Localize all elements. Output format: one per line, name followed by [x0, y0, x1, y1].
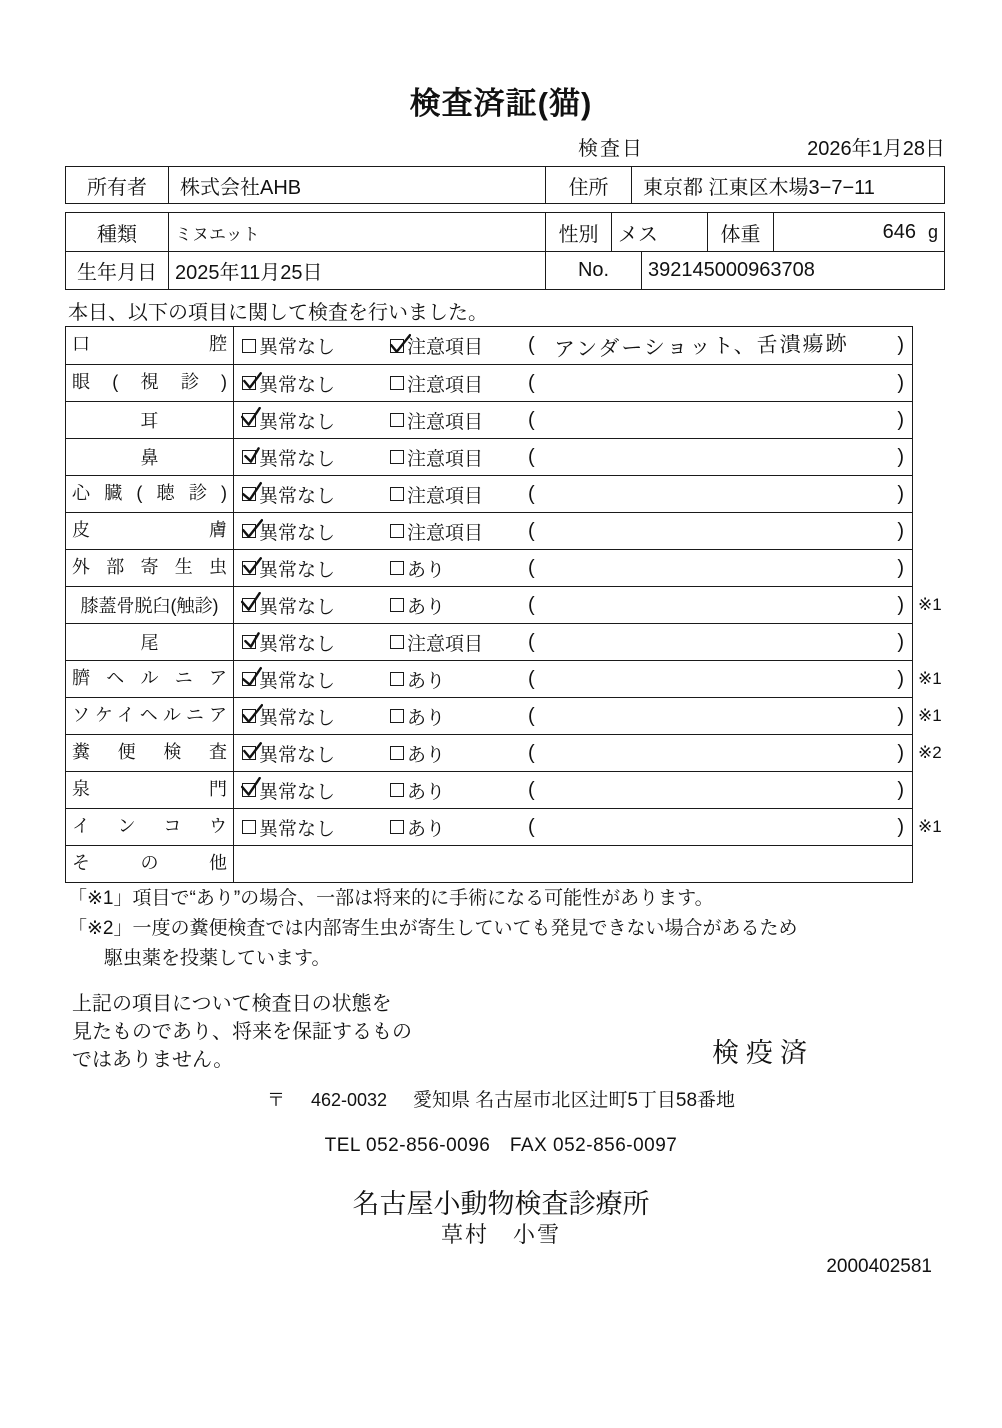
comment-field[interactable]: [528, 513, 912, 549]
comment-field[interactable]: [528, 735, 912, 771]
inspection-item-label: 皮膚: [66, 513, 234, 549]
inspection-row: [66, 697, 942, 734]
inspection-row-body: [234, 735, 912, 771]
paren-open: (: [528, 704, 535, 727]
address-label: 住所: [546, 167, 632, 203]
checkbox-option-normal[interactable]: [242, 555, 390, 582]
comment-field[interactable]: [528, 624, 912, 660]
checkbox-icon[interactable]: [390, 524, 404, 538]
microchip-label: No.: [546, 252, 642, 289]
checkbox-icon[interactable]: [390, 709, 404, 723]
checkbox-option-normal[interactable]: [242, 444, 390, 471]
inspection-row: [66, 845, 912, 882]
footnote-marker: ※2: [918, 743, 942, 762]
checkbox-label: 異常なし: [259, 707, 336, 729]
paren-open: (: [528, 815, 535, 838]
paren-open: (: [528, 408, 535, 431]
address-value: 東京都 江東区木場3−7−11: [643, 176, 875, 199]
inspection-item-label: 外部寄生虫: [66, 550, 234, 586]
checkbox-label: 異常なし: [259, 818, 336, 840]
checkbox-icon[interactable]: [390, 820, 404, 834]
checkbox-label: 異常なし: [259, 633, 336, 655]
weight-value: 646: [882, 220, 916, 243]
checkbox-option-normal[interactable]: [242, 814, 390, 841]
checkbox-label: 異常なし: [259, 411, 336, 433]
paren-close: ): [897, 519, 904, 542]
paren-open: (: [528, 667, 535, 690]
inspection-row-body: [234, 698, 912, 734]
checkbox-option-normal[interactable]: [242, 481, 390, 508]
exam-date-value: 2026年1月28日: [807, 138, 945, 160]
checkbox-label: あり: [407, 559, 446, 581]
exam-date-label: 検査日: [578, 138, 644, 160]
paren-close: ): [897, 630, 904, 653]
footnote-marker: ※1: [918, 817, 942, 836]
checkbox-option-abnormal[interactable]: [390, 740, 528, 767]
inspection-item-label: 眼(視診): [66, 365, 234, 401]
checkbox-icon[interactable]: [242, 487, 256, 501]
comment-field[interactable]: [528, 587, 912, 623]
checkbox-option-abnormal[interactable]: [390, 370, 528, 397]
checkbox-icon[interactable]: [390, 598, 404, 612]
weight-label: 体重: [708, 213, 774, 251]
inspection-row: [66, 401, 912, 438]
comment-field[interactable]: [528, 365, 912, 401]
checkbox-option-normal[interactable]: [242, 703, 390, 730]
disclaimer-line-3: ではありません。: [72, 1049, 234, 1071]
checkbox-label: 異常なし: [259, 744, 336, 766]
animal-info-table: [65, 212, 945, 290]
microchip-value: 392145000963708: [648, 259, 815, 281]
inspection-item-label: 臍ヘルニア: [66, 661, 234, 697]
kind-label: 種類: [66, 213, 169, 251]
weight-unit: g: [927, 221, 938, 242]
checkbox-icon[interactable]: [390, 376, 404, 390]
paren-close: ): [897, 556, 904, 579]
owner-label: 所有者: [66, 167, 169, 203]
checkbox-option-normal[interactable]: [242, 666, 390, 693]
paren-close: ): [897, 482, 904, 505]
checkbox-option-abnormal[interactable]: [390, 629, 528, 656]
checkbox-icon[interactable]: [242, 746, 256, 760]
checkbox-label: 注意項目: [407, 633, 484, 655]
checkbox-label: あり: [407, 744, 446, 766]
checkbox-option-abnormal[interactable]: [390, 481, 528, 508]
inspection-item-label: 糞便検査: [66, 735, 234, 771]
checkbox-label: あり: [407, 781, 446, 803]
comment-field[interactable]: [528, 809, 912, 845]
clinic-telephone: TEL 052-856-0096 FAX 052-856-0097: [324, 1135, 678, 1156]
paren-open: (: [528, 334, 535, 356]
inspection-row-body: [234, 365, 912, 401]
paren-open: (: [528, 741, 535, 764]
checkbox-option-normal[interactable]: [242, 777, 390, 804]
checkbox-icon[interactable]: [242, 635, 256, 649]
checkbox-option-normal[interactable]: [242, 629, 390, 656]
inspection-row: [66, 327, 912, 364]
checkbox-option-normal[interactable]: [242, 370, 390, 397]
checkbox-icon[interactable]: [242, 783, 256, 797]
checkbox-option-normal[interactable]: [242, 592, 390, 619]
inspection-item-label: 鼻: [66, 439, 234, 475]
checkbox-icon[interactable]: [390, 487, 404, 501]
inspection-table: [65, 326, 942, 883]
postal-symbol: 〒: [266, 1090, 285, 1110]
checkbox-icon[interactable]: [242, 672, 256, 686]
checkbox-label: あり: [407, 707, 446, 729]
checkbox-option-abnormal[interactable]: [390, 332, 528, 359]
footnote-marker: ※1: [918, 669, 942, 688]
checkbox-label: あり: [407, 818, 446, 840]
paren-close: ): [897, 741, 904, 764]
animal-row-birth: [66, 251, 944, 289]
paren-close: ): [897, 667, 904, 690]
paren-open: (: [528, 778, 535, 801]
clinic-address-text: 愛知県 名古屋市北区辻町5丁目58番地: [413, 1090, 736, 1111]
checkbox-icon[interactable]: [242, 413, 256, 427]
clinic-address: [0, 1085, 1002, 1112]
footnote-2-cont: 駆虫薬を投薬しています。: [104, 948, 331, 969]
checkbox-label: あり: [407, 596, 446, 618]
inspection-row-body: [234, 550, 912, 586]
inspection-row-body: [234, 513, 912, 549]
weight-cell: [774, 213, 944, 251]
inspection-item-label: 口腔: [66, 327, 234, 364]
inspection-row-body: [234, 587, 912, 623]
comment-field[interactable]: [528, 402, 912, 438]
footnote-1: 「※1」項目で“あり”の場合、一部は将来的に手術になる可能性があります。: [68, 888, 714, 909]
checkbox-option-abnormal[interactable]: [390, 592, 528, 619]
paren-close: ): [897, 778, 904, 801]
inspection-row: [66, 623, 912, 660]
sex-label: 性別: [546, 213, 612, 251]
kind-value: ミヌエット: [169, 213, 546, 251]
page-title: 検査済証(猫): [409, 86, 593, 121]
checkbox-label: 異常なし: [259, 596, 336, 618]
inspection-row: [66, 364, 912, 401]
exam-date-row: [65, 132, 945, 160]
sex-value: メス: [612, 213, 708, 251]
checkbox-icon[interactable]: [242, 339, 256, 353]
paren-close: ): [897, 593, 904, 616]
inspection-row-body: [234, 439, 912, 475]
checkbox-icon[interactable]: [390, 746, 404, 760]
disclaimer-line-1: 上記の項目について検査日の状態を: [72, 993, 392, 1015]
checkbox-icon[interactable]: [242, 709, 256, 723]
inspection-row-body: [234, 327, 912, 364]
document-number: 2000402581: [826, 1256, 932, 1277]
inspection-item-label: インコウ: [66, 809, 234, 845]
inspection-row: [66, 771, 912, 808]
checkbox-icon[interactable]: [242, 820, 256, 834]
checkbox-label: 注意項目: [407, 337, 484, 358]
checkbox-option-normal[interactable]: [242, 518, 390, 545]
inspection-row-body: [234, 846, 912, 882]
paren-close: ): [897, 371, 904, 394]
paren-open: (: [528, 371, 535, 394]
checkbox-option-abnormal[interactable]: [390, 703, 528, 730]
inspection-row: [66, 438, 912, 475]
checkbox-icon[interactable]: [242, 450, 256, 464]
inspection-item-label: 耳: [66, 402, 234, 438]
checkbox-option-abnormal[interactable]: [390, 814, 528, 841]
inspection-item-label: 尾: [66, 624, 234, 660]
inspection-row-body: [234, 624, 912, 660]
inspection-row: [66, 734, 942, 771]
checkbox-label: 注意項目: [407, 411, 484, 433]
footnotes: [68, 884, 948, 974]
checkbox-label: 異常なし: [259, 781, 336, 803]
comment-field[interactable]: [528, 439, 912, 475]
checkbox-label: 異常なし: [259, 337, 336, 358]
inspection-item-label: 泉門: [66, 772, 234, 808]
handwritten-comment: アンダーショット、舌潰瘍跡: [553, 330, 849, 361]
checkbox-label: 異常なし: [259, 522, 336, 544]
inspection-row: [66, 808, 942, 845]
checkbox-icon[interactable]: [242, 376, 256, 390]
checkbox-label: 注意項目: [407, 448, 484, 470]
checkbox-icon[interactable]: [390, 450, 404, 464]
inspection-row-body: [234, 476, 912, 512]
inspection-row: [66, 475, 912, 512]
paren-close: ): [897, 815, 904, 838]
inspection-item-label: ソケイヘルニア: [66, 698, 234, 734]
intro-sentence: 本日、以下の項目に関して検査を行いました。: [68, 302, 488, 324]
birthdate-value: 2025年11月25日: [169, 252, 546, 289]
checkbox-option-abnormal[interactable]: [390, 407, 528, 434]
comment-field[interactable]: [528, 476, 912, 512]
inspection-row: [66, 512, 912, 549]
checkbox-option-abnormal[interactable]: [390, 518, 528, 545]
checkbox-label: 異常なし: [259, 670, 336, 692]
comment-field[interactable]: [528, 550, 912, 586]
animal-row-kind: [66, 213, 944, 251]
checkbox-label: あり: [407, 670, 446, 692]
checkbox-icon[interactable]: [242, 524, 256, 538]
checkbox-label: 異常なし: [259, 559, 336, 581]
quarantine-stamp: 検疫済: [712, 1038, 814, 1068]
checkbox-label: 注意項目: [407, 374, 484, 396]
paren-open: (: [528, 445, 535, 468]
checkbox-icon[interactable]: [242, 598, 256, 612]
checkbox-label: 注意項目: [407, 522, 484, 544]
paren-close: ): [897, 408, 904, 431]
inspection-item-label: 心臓(聴診): [66, 476, 234, 512]
inspection-row: [66, 660, 942, 697]
paren-close: ): [897, 334, 904, 356]
disclaimer-line-2: 見たものであり、将来を保証するもの: [72, 1021, 412, 1043]
clinic-name: 名古屋小動物検査診療所: [352, 1189, 650, 1219]
paren-open: (: [528, 630, 535, 653]
checkbox-option-normal[interactable]: [242, 332, 390, 359]
comment-field[interactable]: [528, 327, 912, 364]
inspection-row-body: [234, 809, 912, 845]
disclaimer: [72, 990, 412, 1074]
paren-close: ): [897, 445, 904, 468]
owner-value: 株式会社AHB: [169, 167, 546, 203]
inspection-row-body: [234, 772, 912, 808]
footnote-marker: ※1: [918, 706, 942, 725]
checkbox-icon[interactable]: [390, 413, 404, 427]
checkbox-option-normal[interactable]: [242, 740, 390, 767]
paren-open: (: [528, 519, 535, 542]
inspection-row: [66, 586, 942, 623]
comment-field[interactable]: [528, 772, 912, 808]
checkbox-option-abnormal[interactable]: [390, 555, 528, 582]
paren-open: (: [528, 556, 535, 579]
owner-table: [65, 166, 945, 204]
checkbox-option-abnormal[interactable]: [390, 777, 528, 804]
checkbox-option-abnormal[interactable]: [390, 444, 528, 471]
paren-open: (: [528, 593, 535, 616]
checkbox-icon[interactable]: [242, 561, 256, 575]
inspection-row-body: [234, 661, 912, 697]
comment-field[interactable]: [528, 698, 912, 734]
footnote-marker: ※1: [918, 595, 942, 614]
checkbox-label: 異常なし: [259, 485, 336, 507]
checkbox-label: 異常なし: [259, 448, 336, 470]
inspection-item-label: 膝蓋骨脱臼(触診): [66, 587, 234, 623]
checkbox-icon[interactable]: [390, 561, 404, 575]
birthdate-label: 生年月日: [66, 252, 169, 289]
paren-close: ): [897, 704, 904, 727]
veterinarian-name: 草村 小雪: [440, 1222, 561, 1247]
postal-code: 462-0032: [310, 1090, 388, 1110]
checkbox-icon[interactable]: [390, 339, 404, 353]
checkbox-label: 注意項目: [407, 485, 484, 507]
checkbox-icon[interactable]: [390, 635, 404, 649]
comment-field[interactable]: [528, 661, 912, 697]
paren-open: (: [528, 482, 535, 505]
checkbox-label: 異常なし: [259, 374, 336, 396]
checkbox-option-abnormal[interactable]: [390, 666, 528, 693]
checkbox-icon[interactable]: [390, 783, 404, 797]
footnote-2: 「※2」一度の糞便検査では内部寄生虫が寄生していても発見できない場合があるため: [68, 918, 798, 939]
checkbox-option-normal[interactable]: [242, 407, 390, 434]
inspection-row-body: [234, 402, 912, 438]
inspection-row: [66, 549, 912, 586]
inspection-item-label: その他: [66, 846, 234, 882]
checkbox-icon[interactable]: [390, 672, 404, 686]
